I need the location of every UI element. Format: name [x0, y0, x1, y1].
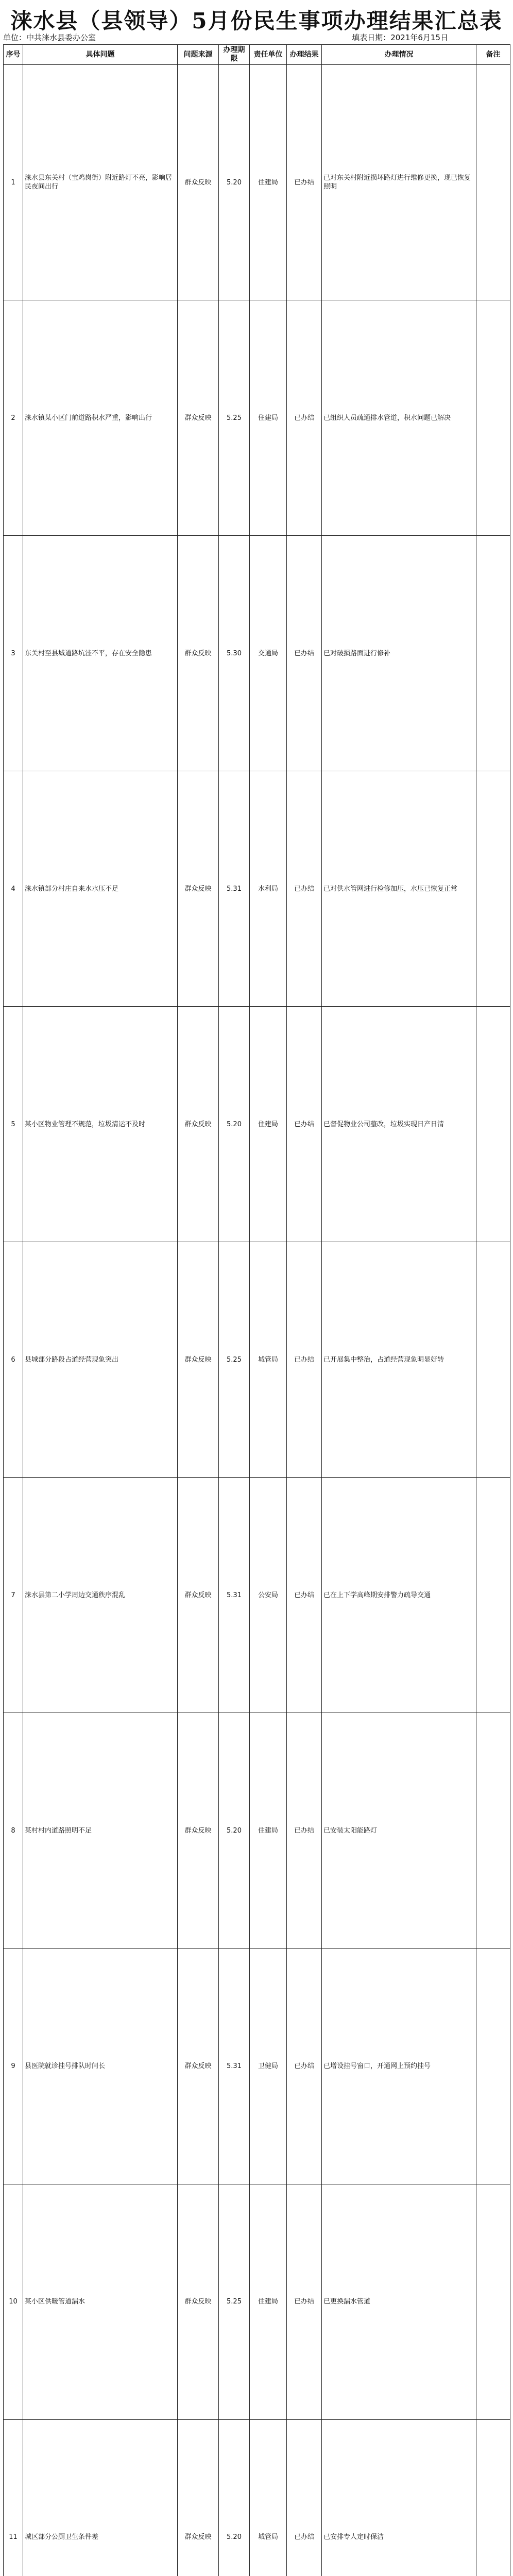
table-cell — [476, 2419, 510, 2576]
table-row — [4, 1948, 510, 2184]
table-cell: 群众反映 — [178, 771, 219, 1007]
table-cell: 县城部分路段占道经营现象突出 — [23, 1242, 178, 1478]
table-cell: 1 — [4, 65, 23, 300]
table-cell: 8 — [4, 1713, 23, 1948]
table-cell: 已对供水管网进行检修加压，水压已恢复正常 — [322, 771, 476, 1007]
table-cell: 卫健局 — [250, 1948, 287, 2184]
table-body — [4, 65, 510, 2576]
fill-date: 填表日期：2021年6月15日 — [352, 33, 448, 42]
table-cell: 已督促物业公司整改，垃圾实现日产日清 — [322, 1007, 476, 1242]
table-cell: 住建局 — [250, 2184, 287, 2419]
table-cell: 5.25 — [219, 300, 250, 536]
table-row — [4, 536, 510, 771]
header-cell: 责任单位 — [250, 45, 287, 65]
table-cell: 住建局 — [250, 1713, 287, 1948]
header-cell: 序号 — [4, 45, 23, 65]
table-row — [4, 300, 510, 536]
table-row — [4, 65, 510, 300]
table-cell: 某村村内道路照明不足 — [23, 1713, 178, 1948]
table-row — [4, 1713, 510, 1948]
table-cell: 涞水镇部分村庄自来水水压不足 — [23, 771, 178, 1007]
table-cell: 11 — [4, 2419, 23, 2576]
table-cell — [476, 1948, 510, 2184]
table-cell: 城管局 — [250, 1242, 287, 1478]
table-row — [4, 1478, 510, 1713]
table-cell: 已办结 — [287, 771, 322, 1007]
header-cell: 具体问题 — [23, 45, 178, 65]
table-row — [4, 1007, 510, 1242]
table-cell: 10 — [4, 2184, 23, 2419]
table-cell: 已在上下学高峰期安排警力疏导交通 — [322, 1478, 476, 1713]
table-cell: 5.31 — [219, 771, 250, 1007]
table-cell: 已办结 — [287, 1478, 322, 1713]
table-cell: 3 — [4, 536, 23, 771]
table-cell: 5.25 — [219, 2184, 250, 2419]
table-cell: 公安局 — [250, 1478, 287, 1713]
table-header-row — [4, 45, 510, 65]
table-cell: 群众反映 — [178, 65, 219, 300]
table-row — [4, 2419, 510, 2576]
table-cell: 县医院就诊挂号排队时间长 — [23, 1948, 178, 2184]
table-cell: 9 — [4, 1948, 23, 2184]
table-cell: 群众反映 — [178, 2184, 219, 2419]
table-cell: 5.20 — [219, 1007, 250, 1242]
table-cell: 某小区物业管理不规范，垃圾清运不及时 — [23, 1007, 178, 1242]
table-cell: 已办结 — [287, 65, 322, 300]
table-row — [4, 771, 510, 1007]
table-cell: 群众反映 — [178, 536, 219, 771]
table-cell: 已办结 — [287, 1007, 322, 1242]
table-cell: 东关村至县城道路坑洼不平，存在安全隐患 — [23, 536, 178, 771]
table-cell: 群众反映 — [178, 1713, 219, 1948]
table-cell: 已办结 — [287, 2184, 322, 2419]
table-cell — [476, 1007, 510, 1242]
table-cell: 群众反映 — [178, 300, 219, 536]
table-cell: 5.31 — [219, 1948, 250, 2184]
table-cell — [476, 536, 510, 771]
table-cell — [476, 1242, 510, 1478]
table-cell: 涞水县东关村（宝鸡岗街）附近路灯不亮，影响居民夜间出行 — [23, 65, 178, 300]
table-cell — [476, 1478, 510, 1713]
table-cell: 已安装太阳能路灯 — [322, 1713, 476, 1948]
table-cell: 某小区供暖管道漏水 — [23, 2184, 178, 2419]
table-cell: 城管局 — [250, 2419, 287, 2576]
table-cell: 已增设挂号窗口，开通网上预约挂号 — [322, 1948, 476, 2184]
table-cell: 7 — [4, 1478, 23, 1713]
table-cell — [476, 300, 510, 536]
summary-table — [3, 44, 510, 2576]
table-cell — [476, 2184, 510, 2419]
table-cell: 已办结 — [287, 1948, 322, 2184]
table-row — [4, 2184, 510, 2419]
table-cell: 已开展集中整治，占道经营现象明显好转 — [322, 1242, 476, 1478]
table-cell: 4 — [4, 771, 23, 1007]
table-cell: 已办结 — [287, 300, 322, 536]
page-title: 涞水县（县领导）5月份民生事项办理结果汇总表 — [10, 8, 503, 33]
table-cell: 已办结 — [287, 536, 322, 771]
table-cell: 已更换漏水管道 — [322, 2184, 476, 2419]
table-cell: 水利局 — [250, 771, 287, 1007]
header-cell: 办理情况 — [322, 45, 476, 65]
table-cell: 5.31 — [219, 1478, 250, 1713]
table-cell: 城区部分公厕卫生条件差 — [23, 2419, 178, 2576]
table-cell: 住建局 — [250, 1007, 287, 1242]
table-cell: 已办结 — [287, 1242, 322, 1478]
table-cell: 5.20 — [219, 65, 250, 300]
table-cell: 住建局 — [250, 65, 287, 300]
unit-label: 单位：中共涞水县委办公室 — [3, 33, 96, 42]
table-cell: 6 — [4, 1242, 23, 1478]
table-cell: 涞水县第二小学周边交通秩序混乱 — [23, 1478, 178, 1713]
table-cell — [476, 771, 510, 1007]
table-cell: 已办结 — [287, 1713, 322, 1948]
table-row — [4, 1242, 510, 1478]
table-cell: 群众反映 — [178, 1007, 219, 1242]
table-cell: 已组织人员疏通排水管道，积水问题已解决 — [322, 300, 476, 536]
table-cell: 交通局 — [250, 536, 287, 771]
table-cell: 涞水镇某小区门前道路积水严重，影响出行 — [23, 300, 178, 536]
table-cell: 5.25 — [219, 1242, 250, 1478]
header-cell: 办理期限 — [219, 45, 250, 65]
table-cell: 5.30 — [219, 536, 250, 771]
meta-row — [3, 30, 510, 43]
table-cell: 5 — [4, 1007, 23, 1242]
table-cell — [476, 65, 510, 300]
table-cell: 已对东关村附近损坏路灯进行维修更换，现已恢复照明 — [322, 65, 476, 300]
table-cell: 群众反映 — [178, 2419, 219, 2576]
table-cell: 2 — [4, 300, 23, 536]
table-cell: 住建局 — [250, 300, 287, 536]
header-cell: 备注 — [476, 45, 510, 65]
table-cell: 群众反映 — [178, 1948, 219, 2184]
table-cell: 群众反映 — [178, 1478, 219, 1713]
table-cell: 已办结 — [287, 2419, 322, 2576]
table-cell — [476, 1713, 510, 1948]
table-cell: 5.20 — [219, 2419, 250, 2576]
table-cell: 5.20 — [219, 1713, 250, 1948]
table-cell: 已安排专人定时保洁 — [322, 2419, 476, 2576]
header-cell: 办理结果 — [287, 45, 322, 65]
header-cell: 问题来源 — [178, 45, 219, 65]
table-cell: 群众反映 — [178, 1242, 219, 1478]
table-cell: 已对破损路面进行修补 — [322, 536, 476, 771]
